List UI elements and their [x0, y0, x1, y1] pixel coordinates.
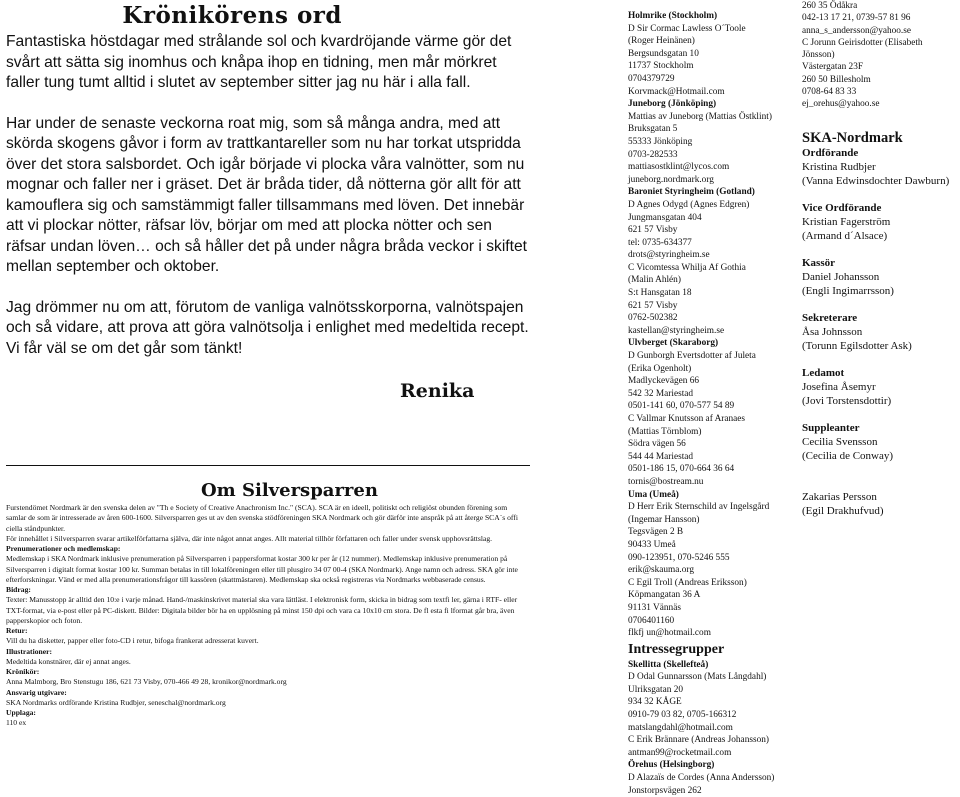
- group-heading: Juneborg (Jönköping): [628, 99, 717, 110]
- board-member: (Egil Drakhufvud): [802, 504, 884, 517]
- colophon-line: Medlemskap i SKA Nordmark inklusive prenumeration på Silversparren i pappersformat kostar 300 kr per år (12 nummer). Medlemskap inklusive prenumeration på Silversparren i digitalt format kostar 100 kr. Summan betalas in till lokalföreningen eller till plusgiro 34 07 00-4 (SKA Nordmark). Ange namn och adress. SKA gör inte efterforskningar. Vänd er med alla prenumerationsfrågor till kassören (skattmästaren). Medlemskap ska också registreras via Nordmarks webbaserade census.: [6, 554, 518, 584]
- colophon-line: Vill du ha disketter, papper eller foto-CD i retur, bifoga frankerat adresserat kuvert.: [6, 636, 259, 646]
- group-line: matslangdahl@hotmail.com: [628, 722, 733, 733]
- group-line: 0910-79 03 82, 0705-166312: [628, 710, 737, 721]
- group-line: juneborg.nordmark.org: [628, 174, 714, 185]
- group-line: (Ingemar Hansson): [628, 514, 700, 525]
- group-line: C Erik Brännare (Andreas Johansson): [628, 735, 769, 746]
- board-member: (Jovi Torstensdottir): [802, 394, 892, 407]
- group-line: D Gunborgh Evertsdotter af Juleta: [628, 351, 756, 362]
- colophon-text: [6, 503, 526, 729]
- group-line: 621 57 Visby: [628, 300, 678, 311]
- group-line: (Mattias Törnblom): [628, 426, 702, 437]
- group-line: 0501-186 15, 070-664 36 64: [628, 464, 735, 475]
- board-member: (Torunn Egilsdotter Ask): [802, 339, 912, 352]
- group-line: (Erika Ogenholt): [628, 363, 692, 374]
- group-line: Södra vägen 56: [628, 439, 686, 450]
- board-role: Sekreterare: [802, 311, 858, 324]
- address-line: 0708-64 83 33: [802, 87, 857, 98]
- board-member: (Cecilia de Conway): [802, 449, 894, 462]
- group-line: 0704379729: [628, 73, 675, 84]
- colophon-heading: Ansvarig utgivare:: [6, 687, 67, 697]
- group-line: mattiasostklint@lycos.com: [628, 162, 730, 173]
- colophon-heading: Illustrationer:: [6, 646, 52, 656]
- group-heading: Uma (Umeå): [628, 489, 679, 500]
- board-role: Vice Ordförande: [802, 201, 882, 214]
- board-member: Åsa Johnsson: [802, 325, 863, 338]
- board-member: (Engli Ingimarrsson): [802, 284, 894, 297]
- group-line: kastellan@styringheim.se: [628, 325, 725, 336]
- article-signature: Renika: [400, 380, 475, 402]
- colophon-line: Anna Malmborg, Bro Stenstugu 186, 621 73 Visby, 070-466 49 28, kronikor@nordmark.org: [6, 677, 287, 687]
- colophon-title: Om Silversparren: [201, 480, 378, 501]
- local-groups-column: [628, 10, 788, 797]
- group-line: D Herr Erik Sternschild av Ingelsgård: [628, 502, 770, 513]
- group-line: C Vicomtessa Whilja Af Gothia: [628, 262, 746, 273]
- group-line: C Vallmar Knutsson af Aranaes: [628, 414, 746, 424]
- board-role: [802, 477, 958, 490]
- group-line: 621 57 Visby: [628, 225, 678, 236]
- board-member: Kristian Fagerström: [802, 215, 891, 228]
- group-line: Korvmack@Hotmail.com: [628, 86, 725, 97]
- group-line: D Alazaïs de Cordes (Anna Andersson): [628, 773, 775, 784]
- board-member: (Armand d´Alsace): [802, 229, 888, 242]
- board-role: Kassör: [802, 256, 835, 269]
- group-line: D Agnes Odygd (Agnes Edgren): [628, 199, 750, 210]
- colophon-heading: Krönikör:: [6, 667, 40, 676]
- group-line: Mattias av Juneborg (Mattias Östklint): [628, 111, 772, 122]
- article-paragraph: Jag drömmer nu om att, förutom de vanliga valnötsskorporna, valnötspajen och så vidare, att prova att göra valnötsolja i enlighet med medeltida recept. Vi får väl se om det går som tänkt!: [6, 298, 529, 357]
- group-line: Bruksgatan 5: [628, 124, 678, 135]
- group-line: 544 44 Mariestad: [628, 451, 694, 462]
- group-line: 0762-502382: [628, 313, 678, 324]
- article-paragraph: Har under de senaste veckorna roat mig, som så många andra, med att skörda skogens gåvor i form av trattkantareller som nu har torkat utspridda över det stora salsbordet. Och igår började vi plocka våra valnötter, som nu mognar och faller ner i gräset. Det är bråda tider, då nötterna gör allt för att kamouflera sig och samstämmigt faller tillsammans med löven. Det innebär att vi plockar nötter, räfsar löv, börjar om med att plocka nötter och sen räfsar undan löven… och så håller det på under några bråda veckor i skiftet mellan september och oktober.: [6, 114, 527, 275]
- group-heading: Baroniet Styringheim (Gotland): [628, 187, 755, 198]
- group-line: Ulriksgatan 20: [628, 684, 683, 695]
- group-line: 0703-282533: [628, 149, 678, 160]
- group-line: erik@skauma.org: [628, 565, 694, 576]
- colophon-line: För innehållet i Silversparren svarar artikelförfattarna själva, där inte något annat anges. Allt material tillhör författaren och faller under svensk upphovsrättslag.: [6, 533, 493, 543]
- group-line: Tegsvägen 2 B: [628, 527, 684, 538]
- board-role: Ordförande: [802, 146, 859, 159]
- board-role: Ledamot: [802, 366, 845, 379]
- article-paragraph: Fantastiska höstdagar med strålande sol och kvardröjande värme gör det svårt att sätta sig inomhus och knåpa ihop en tidning, men mår mörkret faller tung tumt alltid i slutet av september sitter jag nu här i alla fall.: [6, 33, 512, 91]
- colophon-line: Texter: Manusstopp är alltid den 10:e i varje månad. Hand-/maskinskrivet material ska vara lättläst. I elektronisk form, skicka in bidrag som textfi ler, gärna i RTF- eller TXT-format, via e-post eller på PC-diskett. Bilder: Digitala bilder bör ha en upplösning på minst 150 dpi och vara ca 10x10 cm stora. De fl esta fi lformat går bra, även papperskopior och foton.: [6, 595, 518, 625]
- group-line: C Egil Troll (Andreas Eriksson): [628, 577, 747, 588]
- address-line: 042-13 17 21, 0739-57 81 96: [802, 13, 911, 24]
- group-line: 542 32 Mariestad: [628, 388, 694, 399]
- group-line: 0706401160: [628, 615, 675, 626]
- colophon-line: Furstendömet Nordmark är den svenska delen av "Th e Society of Creative Anachronism Inc." (SCA). SCA är en ideell, politiskt och religiöst obunden förening som samlar de som är intresserade av åren 600-1600. Silversparren ges ut av den svenska stödföreningen SKA Nordmark och gör därför inte anspråk på att återge SCA´s offi ciella ståndpunkter.: [6, 503, 518, 533]
- group-line: 90433 Umeå: [628, 539, 676, 550]
- group-line: 11737 Stockholm: [628, 61, 694, 72]
- board-member: Josefina Åsemyr: [802, 380, 876, 393]
- group-heading: Holmrike (Stockholm): [628, 11, 718, 21]
- group-line: Jonstorpsvägen 262: [628, 785, 702, 796]
- group-line: 0501-141 60, 070-577 54 89: [628, 401, 735, 412]
- board-role: Suppleanter: [802, 421, 860, 434]
- group-line: S:t Hansgatan 18: [628, 288, 692, 299]
- board-column: [802, 0, 958, 518]
- address-line: anna_s_andersson@yahoo.se: [802, 25, 911, 36]
- colophon-heading: Bidrag:: [6, 585, 31, 594]
- article-column: [6, 0, 534, 728]
- address-line: 260 35 Ödåkra: [802, 1, 858, 11]
- group-line: antman99@rocketmail.com: [628, 747, 732, 758]
- address-line: C Jorunn Geirisdotter (Elisabeth: [802, 37, 923, 48]
- group-line: D Sir Cormac Lawless O´Toole: [628, 23, 746, 34]
- group-heading: Skellitta (Skellefteå): [628, 659, 709, 670]
- group-line: Bergsundsgatan 10: [628, 48, 699, 59]
- board-title: SKA-Nordmark: [802, 129, 903, 146]
- board-member: Cecilia Svensson: [802, 435, 878, 448]
- board-member: Daniel Johansson: [802, 270, 880, 283]
- group-line: D Odal Gunnarsson (Mats Långdahl): [628, 672, 767, 683]
- colophon-heading: Retur:: [6, 626, 28, 635]
- board-member: Kristina Rudbjer: [802, 160, 876, 173]
- group-line: tornis@bostream.nu: [628, 476, 704, 487]
- address-line: ej_orehus@yahoo.se: [802, 99, 880, 110]
- group-line: Köpmangatan 36 A: [628, 590, 701, 601]
- board-member: Zakarias Persson: [802, 490, 877, 503]
- group-line: (Malin Ahlén): [628, 275, 681, 286]
- address-line: Västergatan 23F: [802, 62, 864, 73]
- section-divider: [6, 465, 530, 466]
- colophon-line: Medeltida konstnärer, där ej annat anges.: [6, 656, 131, 666]
- board-roles: [802, 147, 958, 518]
- group-line: tel: 0735-634377: [628, 237, 692, 248]
- group-line: 91131 Vännäs: [628, 602, 681, 613]
- group-line: (Roger Heinänen): [628, 36, 695, 47]
- group-line: Madlyckevägen 66: [628, 376, 699, 387]
- group-heading: Örehus (Helsingborg): [628, 760, 715, 771]
- group-line: flkfj un@hotmail.com: [628, 628, 711, 639]
- colophon-heading: Upplaga:: [6, 708, 36, 717]
- board-member: (Vanna Edwinsdochter Dawburn): [802, 174, 950, 187]
- colophon-line: 110 ex: [6, 718, 27, 728]
- group-line: 934 32 KÅGE: [628, 697, 682, 708]
- address-line: Jönsson): [802, 50, 835, 61]
- group-heading: Ulvberget (Skaraborg): [628, 338, 719, 349]
- colophon-line: SKA Nordmarks ordförande Kristina Rudbjer, seneschal@nordmark.org: [6, 697, 226, 707]
- address-line: 260 50 Billesholm: [802, 74, 871, 85]
- colophon-heading: Prenumerationer och medlemskap:: [6, 544, 121, 553]
- group-line: 55333 Jönköping: [628, 136, 693, 147]
- group-line: drots@styringheim.se: [628, 250, 710, 261]
- address-block: [802, 0, 958, 111]
- section-heading: Intressegrupper: [628, 641, 725, 657]
- group-line: 090-123951, 070-5246 555: [628, 552, 730, 563]
- group-line: Jungmansgatan 404: [628, 212, 702, 223]
- article-title: Krönikörens ord: [122, 2, 342, 29]
